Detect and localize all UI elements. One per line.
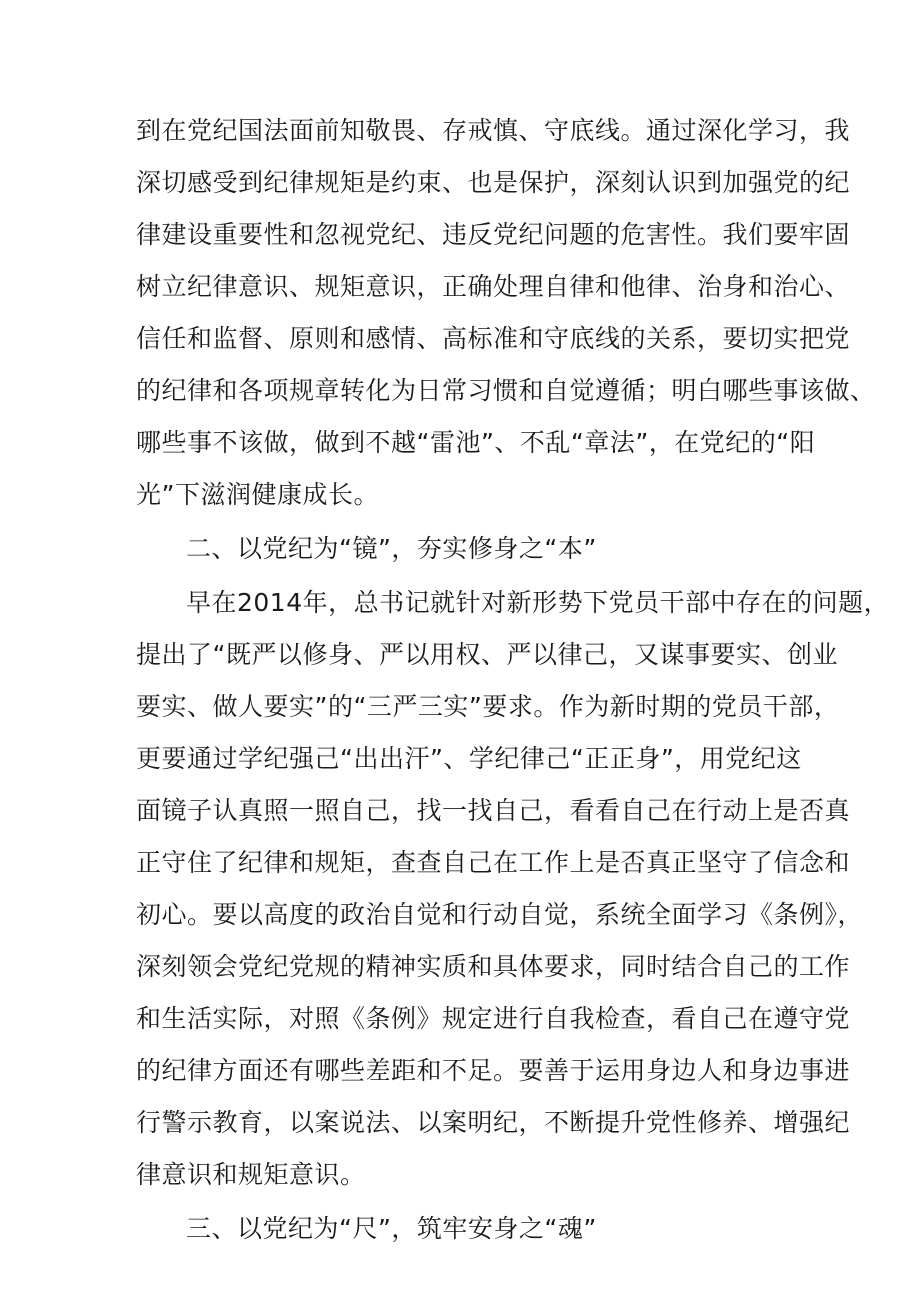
paragraph-2-line: 提出了“既严以修身、严以用权、严以律己，又谋事要实、创业 bbox=[136, 640, 838, 669]
paragraph-2-line: 行警示教育，以案说法、以案明纪，不断提升党性修养、增强纪 bbox=[136, 1108, 851, 1137]
paragraph-1-line: 信任和监督、原则和感情、高标准和守底线的关系，要切实把党 bbox=[136, 324, 851, 353]
paragraph-2-line: 和生活实际，对照《条例》规定进行自我检查，看自己在遵守党 bbox=[136, 1004, 851, 1033]
paragraph-2-line: 深刻领会党纪党规的精神实质和具体要求，同时结合自己的工作 bbox=[136, 952, 851, 981]
paragraph-1-line: 哪些事不该做，做到不越“雷池”、不乱“章法”，在党纪的“阳 bbox=[136, 428, 816, 457]
paragraph-2-line: 更要通过学纪强己“出出汗”、学纪律己“正正身”，用党纪这 bbox=[136, 744, 802, 773]
paragraph-1-line: 光”下滋润健康成长。 bbox=[136, 480, 379, 509]
paragraph-2-line: 初心。要以高度的政治自觉和行动自觉，系统全面学习《条例》， bbox=[136, 900, 864, 929]
paragraph-1-line: 的纪律和各项规章转化为日常习惯和自觉遵循；明白哪些事该做、 bbox=[136, 376, 876, 405]
paragraph-1-line: 树立纪律意识、规矩意识，正确处理自律和他律、治身和治心、 bbox=[136, 272, 851, 301]
paragraph-1-line: 律建设重要性和忽视党纪、违反党纪问题的危害性。我们要牢固 bbox=[136, 220, 851, 249]
paragraph-2-line: 要实、做人要实”的“三严三实”要求。作为新时期的党员干部， bbox=[136, 692, 840, 721]
paragraph-2-line: 正守住了纪律和规矩，查查自己在工作上是否真正坚守了信念和 bbox=[136, 848, 851, 877]
paragraph-2-line: 面镜子认真照一照自己，找一找自己，看看自己在行动上是否真 bbox=[136, 796, 851, 825]
paragraph-2-line: 律意识和规矩意识。 bbox=[136, 1160, 366, 1189]
paragraph-2-line: 的纪律方面还有哪些差距和不足。要善于运用身边人和身边事进 bbox=[136, 1056, 851, 1085]
paragraph-1-line: 深切感受到纪律规矩是约束、也是保护，深刻认识到加强党的纪 bbox=[136, 168, 851, 197]
section-heading-2: 二、以党纪为“镜”，夯实修身之“本” bbox=[186, 534, 597, 563]
paragraph-2-line: 早在2014年，总书记就针对新形势下党员干部中存在的问题， bbox=[186, 588, 890, 617]
paragraph-1-line: 到在党纪国法面前知敬畏、存戒慎、守底线。通过深化学习，我 bbox=[136, 116, 851, 145]
section-heading-3: 三、以党纪为“尺”，筑牢安身之“魂” bbox=[186, 1214, 597, 1243]
